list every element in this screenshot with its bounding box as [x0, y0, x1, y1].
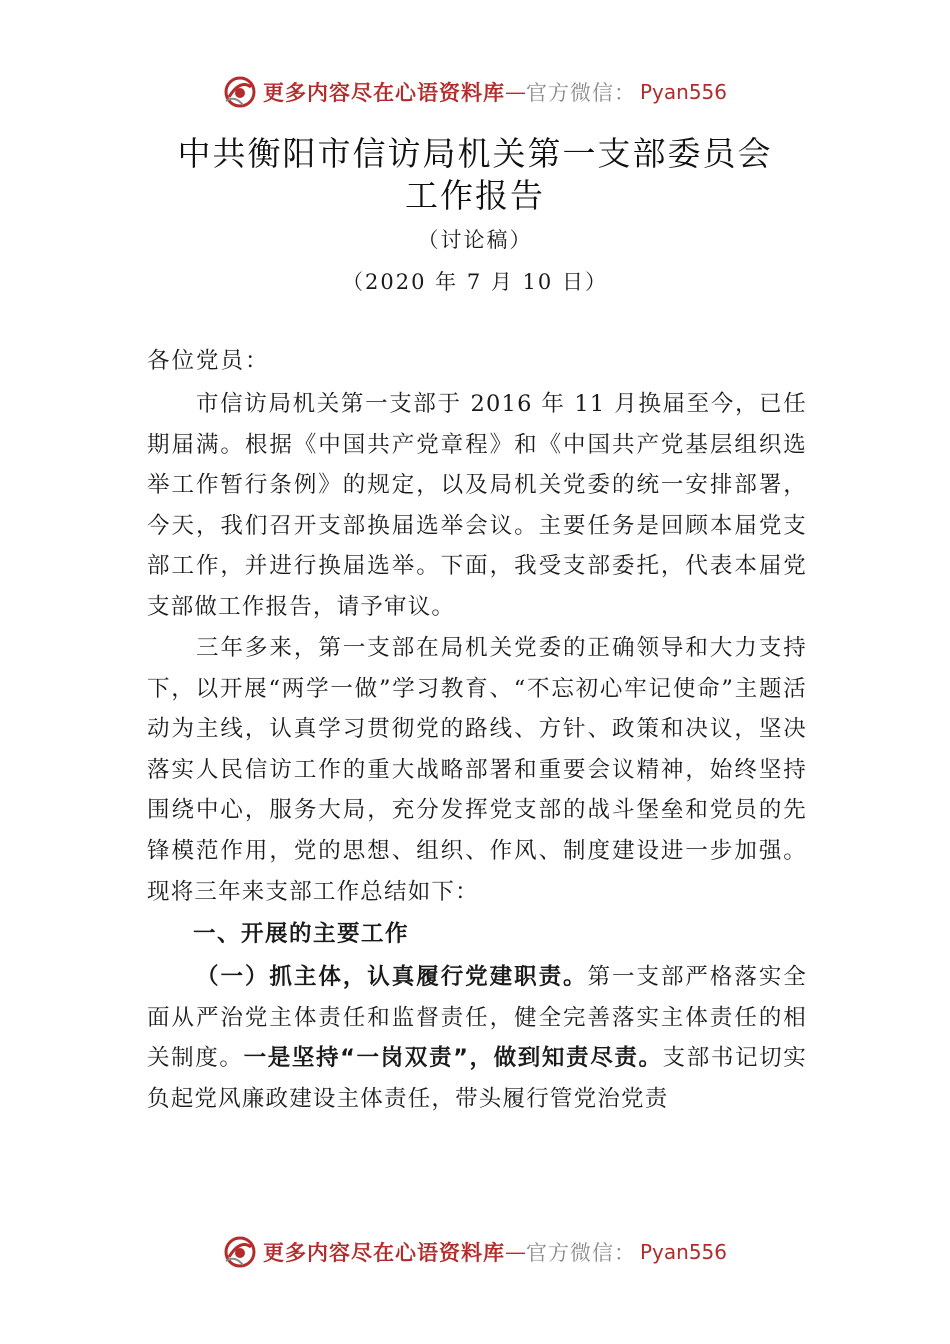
section-heading-1: 一、开展的主要工作 [193, 921, 410, 947]
seal-logo-icon [223, 1235, 257, 1269]
watermark-wechat-label: 官方微信： [525, 81, 636, 105]
watermark-dash: — [504, 80, 526, 104]
paragraph-3-text-1: 第一支部严格落实全面从严治党主体责任和监督责任，健全完善落实主体责任的相关制度。 [147, 964, 807, 1072]
document-title-line-2: 工作报告 [405, 176, 545, 215]
seal-logo-icon [223, 75, 257, 109]
watermark-header [0, 72, 950, 112]
watermark-footer [0, 1232, 950, 1272]
point-heading-1: 一是坚持“一岗双责”，做到知责尽责。 [243, 1045, 663, 1072]
watermark-text: 更多内容尽在心语资料库 [262, 1240, 505, 1265]
watermark-text: 更多内容尽在心语资料库 [262, 80, 505, 105]
paragraph-3-text-2: 支部书记切实负起党风廉政建设主体责任，带头履行管党治党责 [147, 1045, 807, 1112]
subsection-heading-1: （一）抓主体，认真履行党建职责。 [196, 964, 588, 990]
watermark-wechat-id: Pyan556 [639, 1240, 727, 1264]
paragraph-1: 市信访局机关第一支部于 2016 年 11 月换届至今，已任期届满。根据《中国共产党章程》和《中国共产党基层组织选举工作暂行条例》的规定，以及局机关党委的统一安排部署，今天，我们召开支部换届选举会议。主要任务是回顾本届党支部工作，并进行换届选举。下面，我受支部委托，代表本届党支部做工作报告，请予审议。 [147, 391, 807, 620]
salutation: 各位党员： [147, 348, 270, 374]
draft-note: （讨论稿） [417, 228, 533, 252]
paragraph-2: 三年多来，第一支部在局机关党委的正确领导和大力支持下，以开展“两学一做”学习教育、“不忘初心牢记使命”主题活动为主线，认真学习贯彻党的路线、方针、政策和决议，坚决落实人民信访工作的重大战略部署和重要会议精神，始终坚持围绕中心，服务大局，充分发挥党支部的战斗堡垒和党员的先锋模范作用，党的思想、组织、作风、制度建设进一步加强。现将三年来支部工作总结如下： [147, 635, 807, 905]
document-title-line-1: 中共衡阳市信访局机关第一支部委员会 [177, 134, 773, 173]
document-date: （2020 年 7 月 10 日） [342, 270, 608, 294]
watermark-wechat-id: Pyan556 [639, 80, 727, 104]
paragraph-3 [147, 957, 807, 1119]
watermark-wechat-label: 官方微信： [525, 1241, 636, 1265]
watermark-dash: — [504, 1240, 526, 1264]
